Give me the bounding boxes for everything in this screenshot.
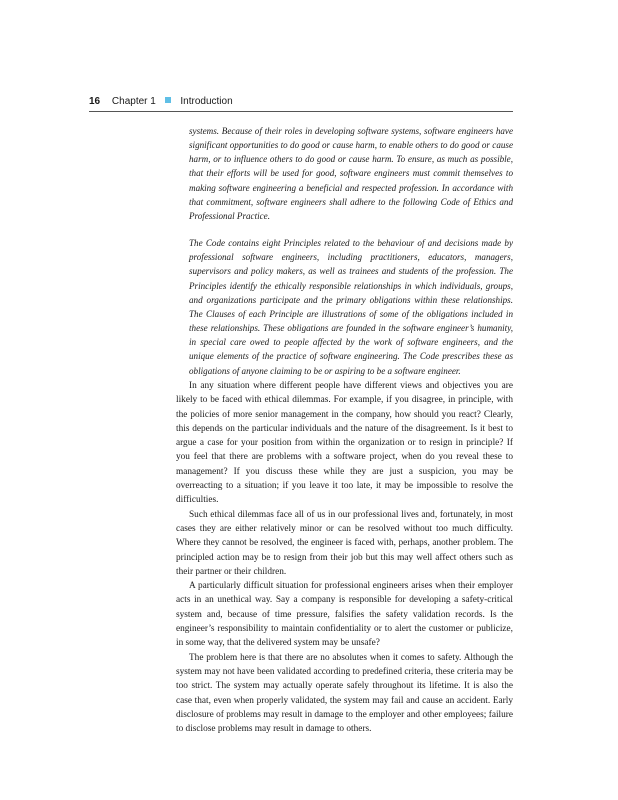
- body-text: [176, 379, 513, 736]
- body-paragraph: A particularly difficult situation for professional engineers arises when their employer acts in an unethical way. Say a company is responsible for developing a safety-critical system and, because of time pressure, falsifies the safety validation records. Is the engineer’s responsibility to maintain confidentiality or to alert the customer or publicize, in some way, that the delivered system may be unsafe?: [176, 581, 513, 649]
- square-bullet-icon: [165, 97, 171, 103]
- body-paragraph: The problem here is that there are no absolutes when it comes to safety. Although the system may not have been validated according to predefined criteria, these criteria may be too strict. The system may actually operate safely throughout its lifetime. It is also the case that, even when properly validated, the system may fail and cause an accident. Early disclosure of problems may result in damage to the employer and other employees; failure to disclose problems may result in damage to others.: [176, 652, 513, 735]
- quote-paragraph: systems. Because of their roles in developing software systems, software engineers have significant opportunities to do good or cause harm, to enable others to do good or cause harm, or to influence others to do good or cause harm. To ensure, as much as possible, that their efforts will be used for good, software engineers must commit themselves to making software engineering a beneficial and respected profession. In accordance with that commitment, software engineers shall adhere to the following Code of Ethics and Professional Practice.: [189, 126, 513, 221]
- chapter-label: Chapter 1: [111, 96, 156, 107]
- quote-paragraph: The Code contains eight Principles related to the behaviour of and decisions made by professional software engineers, including practitioners, educators, managers, supervisors and policy makers, as well as trainees and students of the profession. The Principles identify the ethically responsible relationships in which individuals, groups, and organizations participate and the primary obligations within these relationships. The Clauses of each Principle are illustrations of some of the obligations included in these relationships. These obligations are founded in the software engineer’s humanity, in special care owed to people affected by the work of software engineers, and the unique elements of the practice of software engineering. The Code prescribes these as obligations of anyone claiming to be or aspiring to be a software engineer.: [189, 238, 513, 376]
- code-of-ethics-quote: [189, 124, 513, 378]
- body-paragraph: In any situation where different people have different views and objectives you are likely to be faced with ethical dilemmas. For example, if you disagree, in principle, with the policies of more senior management in the company, how should you react? Clearly, this depends on the particular individuals and the nature of the disagreement. Is it best to argue a case for your position from within the organization or to resign in principle? If you feel that there are problems with a software project, when do you reveal these to management? If you discuss these while they are just a suspicion, you may be overreacting to a situation; if you leave it too late, it may be impossible to resolve the difficulties.: [176, 381, 513, 506]
- section-title: Introduction: [180, 96, 233, 107]
- running-head: [89, 94, 513, 112]
- body-paragraph: Such ethical dilemmas face all of us in our professional lives and, fortunately, in most cases they are either relatively minor or can be resolved without too much difficulty. Where they cannot be resolved, the engineer is faced with, perhaps, another problem. The principled action may be to resign from their job but this may well affect others such as their partner or their children.: [176, 509, 513, 577]
- page-number: 16: [89, 96, 101, 107]
